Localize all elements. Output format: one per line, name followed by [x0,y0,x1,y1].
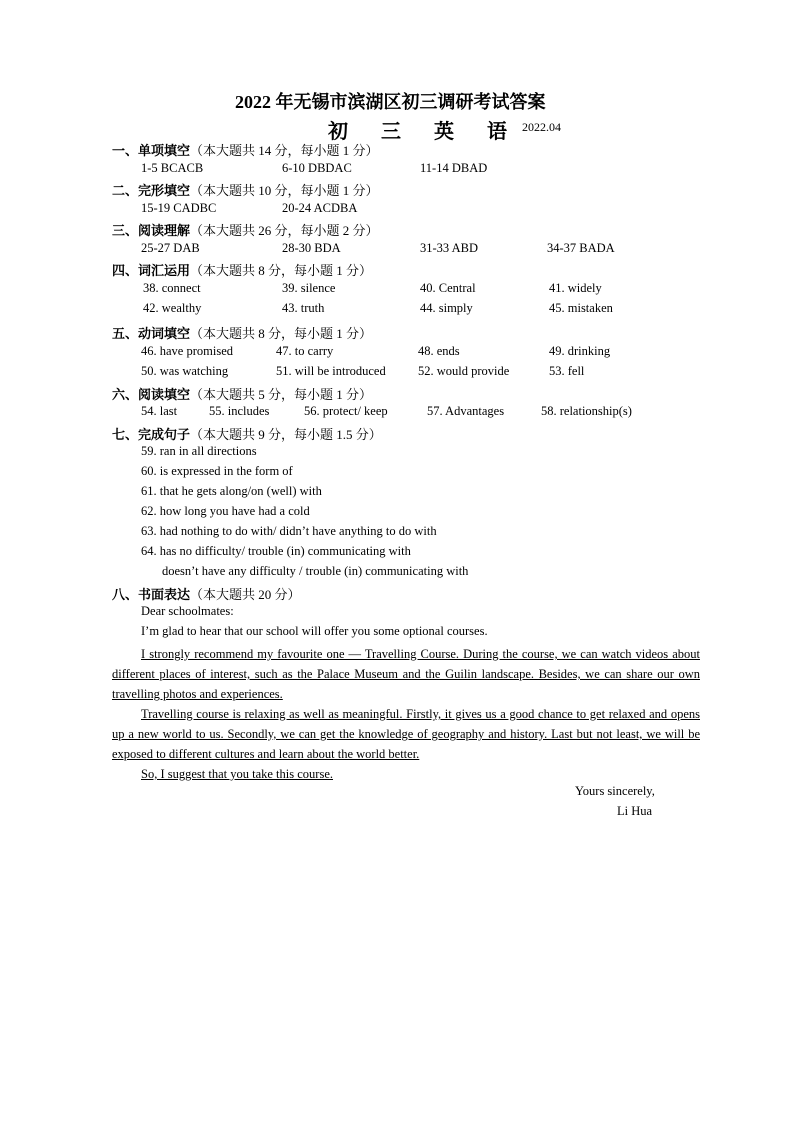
answer-item: 48. ends [418,344,460,358]
answer-item: 20-24 ACDBA [282,201,358,215]
answer-item: 54. last [141,404,178,418]
answer-item: 1-5 BCACB [141,161,204,175]
answer-item: 44. simply [420,301,473,315]
section-6-name: 六、阅读填空 [112,387,191,402]
letter-intro: I’m glad to hear that our school will offer you some optional courses. [141,624,488,638]
answer-item: 45. mistaken [549,301,613,315]
section-8-note: （本大题共 20 分） [190,587,301,602]
section-7-name: 七、完成句子 [112,427,191,442]
page-title: 2022 年无锡市滨湖区初三调研考试答案 [235,92,546,112]
answer-item: 59. ran in all directions [141,444,257,458]
answer-item: 55. includes [209,404,270,418]
section-4-heading [112,260,372,279]
answer-item: 58. relationship(s) [541,404,632,418]
section-2-name: 二、完形填空 [112,183,191,198]
section-3-heading [112,220,379,239]
letter-closing: Yours sincerely, [575,784,655,798]
letter-paragraph: Travelling course is relaxing as well as meaningful. Firstly, it gives us a good chance to get relaxed and opens up a new world to us. Secondly, we can get the knowledge of geography and history. Last but not least, we will be exposed to different cultures and learn about the world better. [112,707,700,761]
answer-item: doesn’t have any difficulty / trouble (in) communicating with [162,564,469,578]
answer-item: 51. will be introduced [276,364,386,378]
answer-item: 28-30 BDA [282,241,341,255]
answer-item: 61. that he gets along/on (well) with [141,484,322,498]
section-8-heading [112,584,301,603]
answer-item: 49. drinking [549,344,611,358]
answer-item: 62. how long you have had a cold [141,504,310,518]
answer-item: 25-27 DAB [141,241,200,255]
section-3-name: 三、阅读理解 [112,223,191,238]
section-7-heading [112,424,382,443]
answer-item: 57. Advantages [427,404,505,418]
section-4-note: （本大题共 8 分，每小题 1 分） [190,263,373,278]
exam-date: 2022.04 [522,120,561,134]
answer-item: 50. was watching [141,364,229,378]
answer-item: 40. Central [420,281,476,295]
section-1-note: （本大题共 14 分，每小题 1 分） [190,143,379,158]
section-4-name: 四、词汇运用 [112,263,191,278]
answer-item: 64. has no difficulty/ trouble (in) communicating with [141,544,411,558]
section-3-note: （本大题共 26 分，每小题 2 分） [190,223,379,238]
answer-item: 31-33 ABD [420,241,478,255]
answer-item: 34-37 BADA [547,241,615,255]
section-8-name: 八、书面表达 [112,587,191,602]
answer-item: 52. would provide [418,364,510,378]
section-1-heading [112,140,379,159]
answer-item: 43. truth [282,301,325,315]
answer-item: 6-10 DBDAC [282,161,352,175]
section-5-name: 五、动词填空 [112,326,191,341]
section-5-note: （本大题共 8 分，每小题 1 分） [190,326,373,341]
answer-item: 15-19 CADBC [141,201,217,215]
section-2-heading [112,180,379,199]
section-5-heading [112,323,372,342]
answer-item: 47. to carry [276,344,334,358]
answer-item: 60. is expressed in the form of [141,464,293,478]
letter-greeting: Dear schoolmates: [141,604,234,618]
letter-paragraph: So, I suggest that you take this course. [141,767,333,781]
letter-paragraph: I strongly recommend my favourite one — Travelling Course. During the course, we can watch videos about different places of interest, such as the Palace Museum and the Guilin landscape. Besides, we can share our own travelling photos and experiences. [112,647,700,701]
answer-item: 39. silence [282,281,336,295]
answer-item: 46. have promised [141,344,233,358]
answer-item: 11-14 DBAD [420,161,488,175]
section-1-name: 一、单项填空 [112,143,191,158]
section-6-heading [112,384,372,403]
answer-item: 63. had nothing to do with/ didn’t have anything to do with [141,524,437,538]
answer-item: 41. widely [549,281,602,295]
section-2-note: （本大题共 10 分，每小题 1 分） [190,183,379,198]
subject-title: 初 三 英 语 [328,121,521,143]
answer-item: 56. protect/ keep [304,404,388,418]
answer-item: 53. fell [549,364,585,378]
letter-signature: Li Hua [617,804,653,818]
section-6-note: （本大题共 5 分，每小题 1 分） [190,387,373,402]
answer-item: 42. wealthy [143,301,202,315]
answer-item: 38. connect [143,281,201,295]
section-7-note: （本大题共 9 分，每小题 1.5 分） [190,427,382,442]
